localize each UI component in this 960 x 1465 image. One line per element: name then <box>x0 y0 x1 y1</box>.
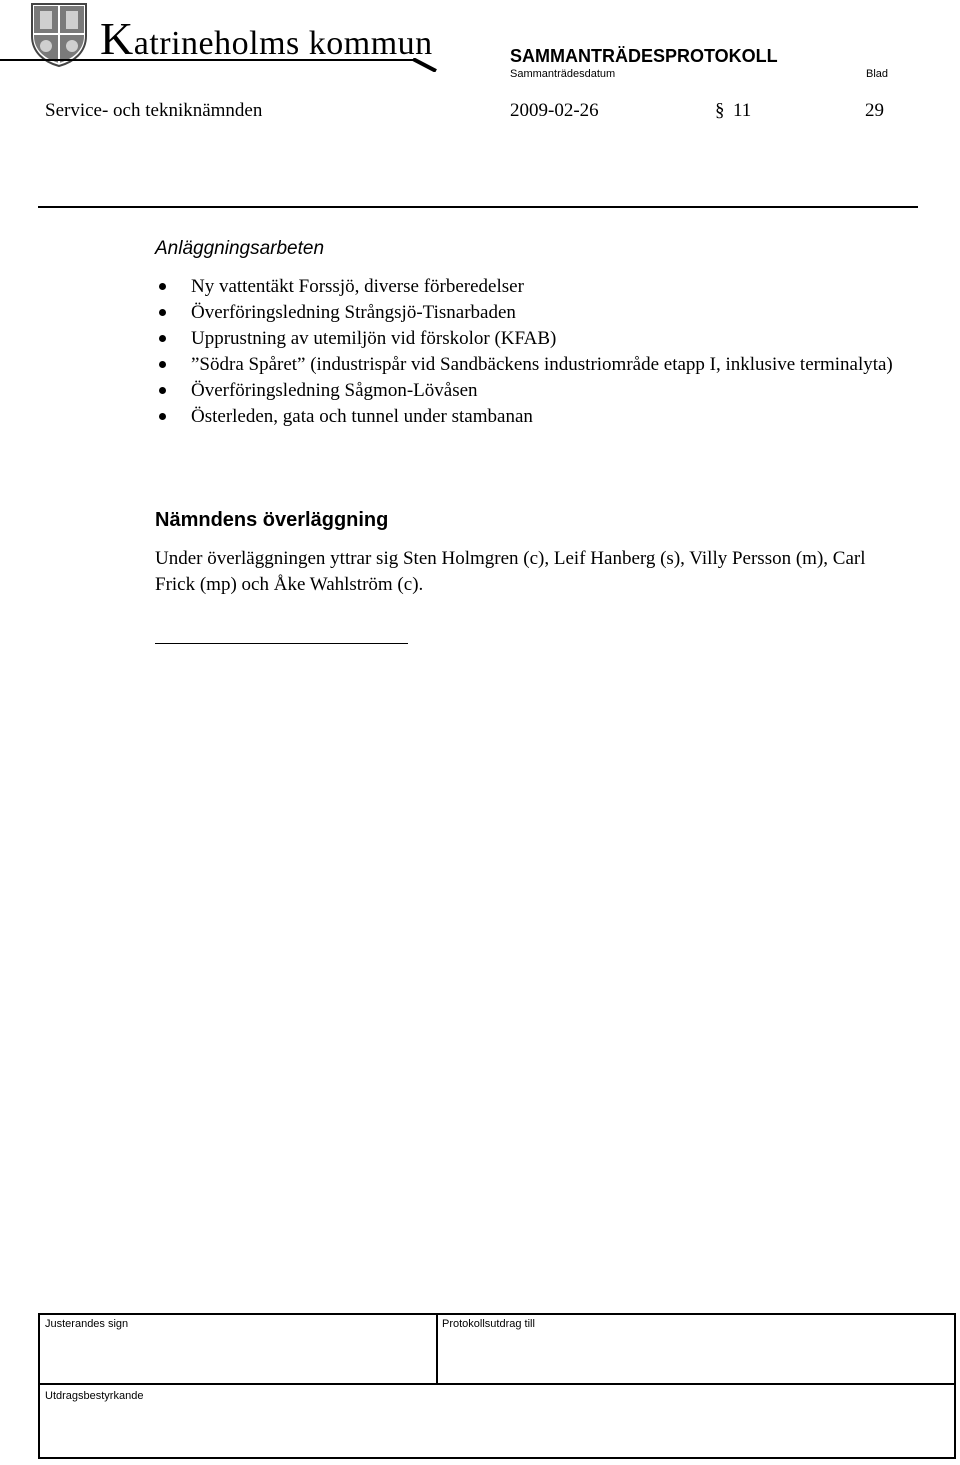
discussion-paragraph: Under överläggningen yttrar sig Sten Holmgren (c), Leif Hanberg (s), Villy Persson (m), Carl Frick (mp) och Åke Wahlström (c). <box>155 548 866 595</box>
list-item: Överföringsledning Strångsjö-Tisnarbaden <box>155 300 895 326</box>
header-divider <box>38 206 918 208</box>
label-adjuster-signature: Justerandes sign <box>45 1318 129 1330</box>
brand-initial: K <box>100 13 134 64</box>
construction-project-list <box>155 274 895 430</box>
discussion-heading: Nämndens överläggning <box>155 509 389 531</box>
section-title: Anläggningsarbeten <box>155 238 325 259</box>
list-item: Österleden, gata och tunnel under stambanan <box>155 404 895 430</box>
list-item: Ny vattentäkt Forssjö, diverse förberedelser <box>155 274 895 300</box>
meeting-date: 2009-02-26 <box>510 100 599 121</box>
document-type: SAMMANTRÄDESPROTOKOLL <box>510 46 778 66</box>
label-extract-to: Protokollsutdrag till <box>442 1318 535 1330</box>
label-extract-certification: Utdragsbestyrkande <box>45 1390 144 1402</box>
committee-name: Service- och tekniknämnden <box>45 100 263 121</box>
label-meeting-date: Sammanträdesdatum <box>510 68 616 80</box>
signature-box-row-divider <box>38 1383 956 1385</box>
list-item: Överföringsledning Sågmon-Lövåsen <box>155 378 895 404</box>
signature-box <box>38 1313 956 1459</box>
end-of-section-rule <box>155 643 408 644</box>
signature-box-divider <box>436 1313 438 1383</box>
list-item: ”Södra Spåret” (industrispår vid Sandbäckens industriområde etapp I, inklusive terminalyta) <box>155 352 895 378</box>
label-page: Blad <box>866 68 889 80</box>
brand-underline <box>0 58 440 72</box>
brand-rest: atrineholms kommun <box>133 25 433 62</box>
page-number: 29 <box>865 100 884 121</box>
paragraph-number: 11 <box>733 100 752 121</box>
paragraph-sign: § <box>715 100 725 121</box>
list-item: Upprustning av utemiljön vid förskolor (KFAB) <box>155 326 895 352</box>
